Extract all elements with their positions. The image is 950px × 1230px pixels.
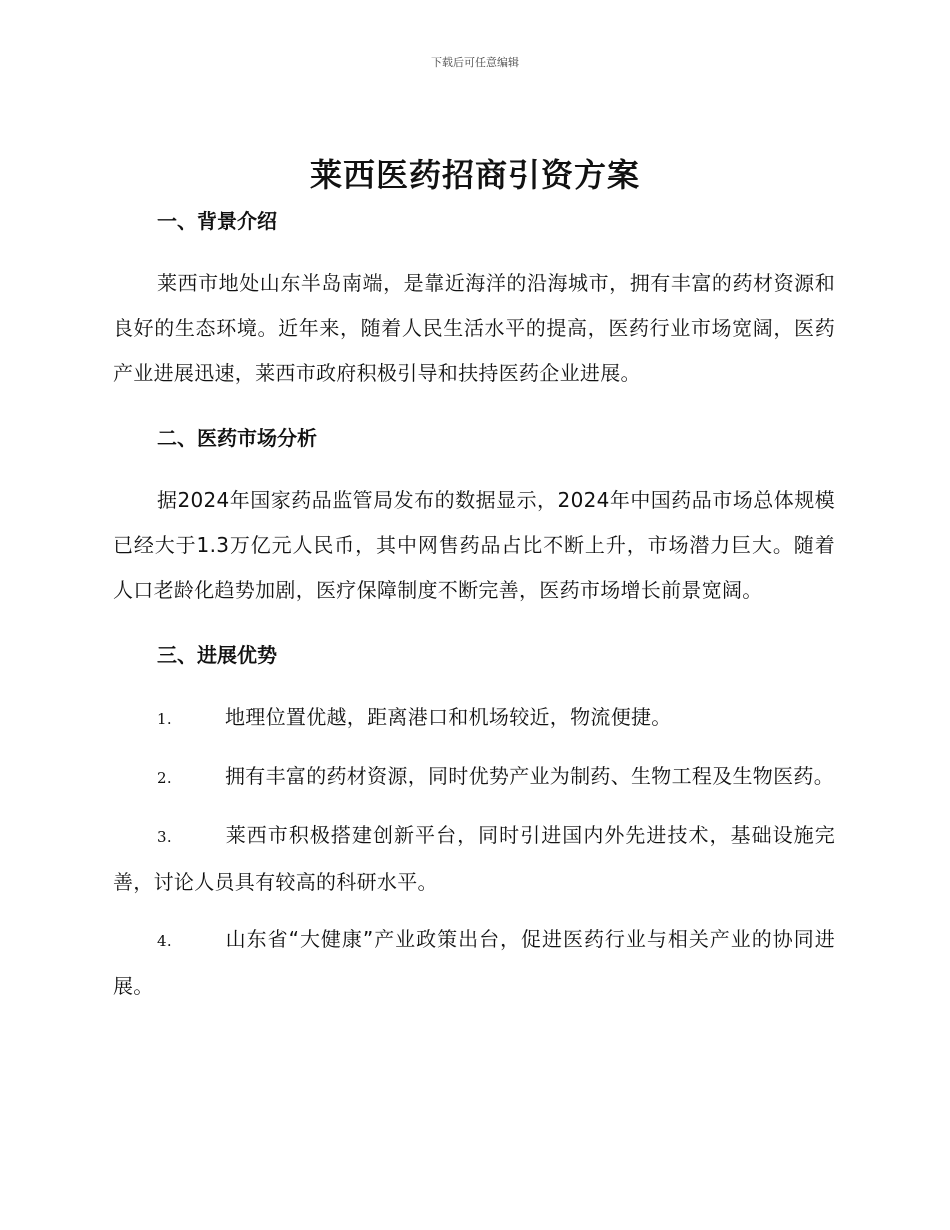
list-item-number: 4. (157, 932, 172, 950)
document-body (113, 205, 835, 1021)
header-note: 下载后可任意编辑 (431, 56, 519, 69)
list-item-number: 2. (157, 769, 172, 787)
section-heading-advantages: 三、进展优势 (157, 643, 277, 667)
list-item (113, 813, 835, 905)
list-item (113, 754, 835, 801)
list-item-text: 莱西市积极搭建创新平台，同时引进国内外先进技术，基础设施完善，讨论人员具有较高的科研水平。 (113, 823, 835, 894)
section-heading-background: 一、背景介绍 (157, 209, 277, 233)
list-item-text: 拥有丰富的药材资源，同时优势产业为制药、生物工程及生物医药。 (225, 764, 834, 788)
document-title: 莱西医药招商引资方案 (309, 156, 640, 194)
list-item-text: 地理位置优越，距离港口和机场较近，物流便捷。 (225, 705, 672, 729)
list-item-number: 3. (157, 828, 172, 846)
list-item-text: 山东省“大健康”产业政策出台，促进医药行业与相关产业的协同进展。 (113, 927, 835, 998)
section-paragraph-market: 据2024年国家药品监管局发布的数据显示，2024年中国药品市场总体规模已经大于1.3万亿元人民币，其中网售药品占比不断上升，市场潜力巨大。随着人口老龄化趋势加剧，医疗保障制度不断完善，医药市场增长前景宽阔。 (113, 488, 835, 602)
list-item (113, 695, 835, 742)
section-heading-market: 二、医药市场分析 (157, 426, 317, 450)
list-item-number: 1. (157, 710, 172, 728)
section-paragraph-background: 莱西市地处山东半岛南端，是靠近海洋的沿海城市，拥有丰富的药材资源和良好的生态环境。近年来，随着人民生活水平的提高，医药行业市场宽阔，医药产业进展迅速，莱西市政府积极引导和扶持医药企业进展。 (113, 271, 835, 385)
list-item (113, 917, 835, 1009)
